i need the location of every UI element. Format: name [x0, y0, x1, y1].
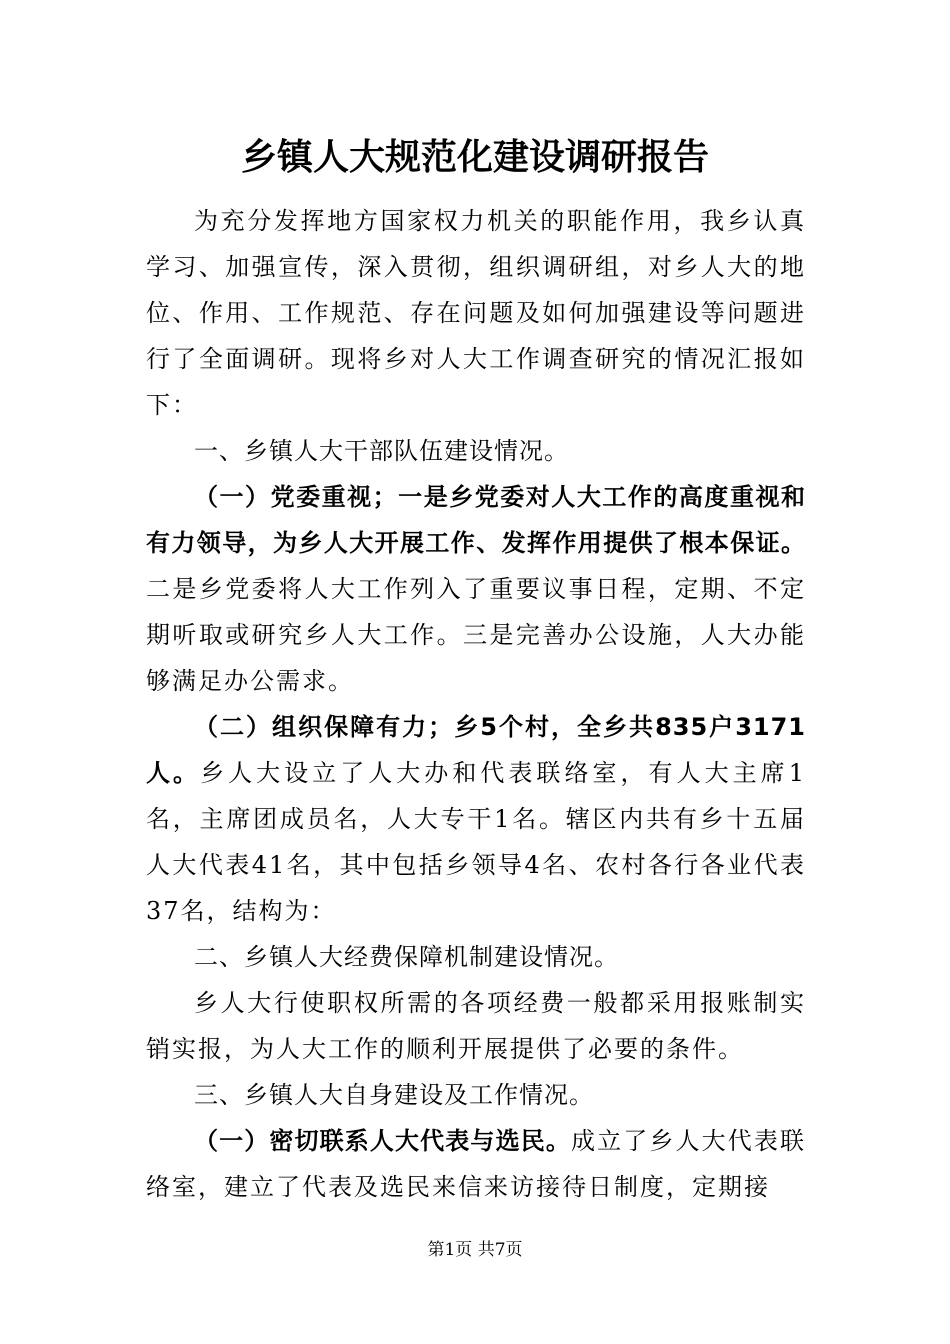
- section1-item2-lead: （二）组织保障有力；乡5个村，全乡共835户3171人。: [146, 713, 806, 787]
- document-body: [146, 198, 806, 1210]
- section1-item1-text: 二是乡党委将人大工作列入了重要议事日程，定期、不定期听取或研究乡人大工作。三是完善办公设施，人大办能够满足办公需求。: [146, 575, 806, 695]
- section1-item2-paragraph: [146, 704, 806, 934]
- intro-paragraph: 为充分发挥地方国家权力机关的职能作用，我乡认真学习、加强宣传，深入贯彻，组织调研组，对乡人大的地位、作用、工作规范、存在问题及如何加强建设等问题进行了全面调研。现将乡对人大工作调查研究的情况汇报如下：: [146, 207, 806, 419]
- section1-item1-paragraph: [146, 474, 806, 704]
- section-heading-3: 三、乡镇人大自身建设及工作情况。: [194, 1081, 594, 1109]
- section-heading-1: 一、乡镇人大干部队伍建设情况。: [194, 437, 569, 465]
- page-number-footer: 第1页 共7页: [427, 1240, 523, 1260]
- section2-paragraph: 乡人大行使职权所需的各项经费一般都采用报账制实销实报，为人大工作的顺利开展提供了必要的条件。: [146, 989, 806, 1063]
- section-heading-2: 二、乡镇人大经费保障机制建设情况。: [194, 943, 619, 971]
- section3-item1-lead: （一）密切联系人大代表与选民。: [194, 1127, 571, 1155]
- section1-item1-lead: （一）党委重视；一是乡党委对人大工作的高度重视和有力领导，为乡人大开展工作、发挥作用提供了根本保证。: [146, 483, 806, 557]
- section3-item1-text: 成立了乡人大代表联络室，建立了代表及选民来信来访接待日制度，定期接: [146, 1127, 807, 1201]
- document-title: 乡镇人大规范化建设调研报告: [240, 137, 709, 178]
- section3-item1-paragraph: [146, 1118, 806, 1210]
- section1-item2-text: 乡人大设立了人大办和代表联络室，有人大主席1名，主席团成员名，人大专干1名。辖区内共有乡十五届人大代表41名，其中包括乡领导4名、农村各行各业代表37名，结构为：: [146, 759, 806, 925]
